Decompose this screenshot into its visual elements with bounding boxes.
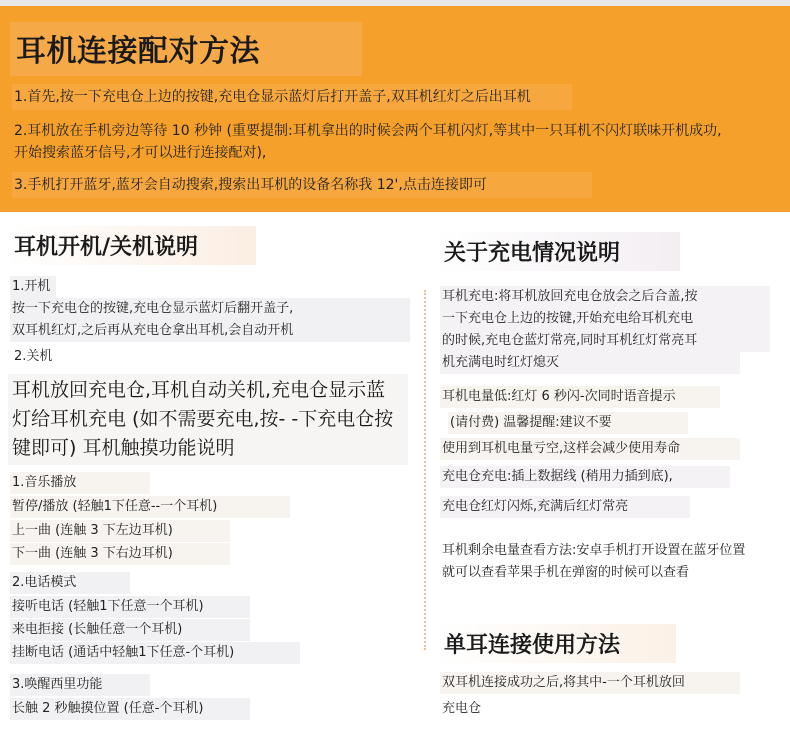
pairing-step-2: 2.耳机放在手机旁边等待 10 秒钟 (重要提制:耳机拿出的时候会两个耳机闪灯,等其中一只耳机不闪灯联味开机成功,开始搜索蓝牙信号,才可以进行连接配对), — [14, 123, 722, 161]
music-line-next: 下一曲 (连触 3 下右边耳机) — [10, 543, 230, 565]
music-label: 1.音乐播放 — [10, 472, 150, 494]
siri-line: 长触 2 秒触摸位置 (任意-个耳机) — [10, 698, 250, 720]
phone-label: 2.电话模式 — [10, 572, 130, 594]
power-on-label: 1.开机 — [10, 276, 56, 298]
power-off-description: 耳机放回充电仓,耳机自动关机,充电仓显示蓝灯给耳机充电 (如不需要充电,按- -下充电仓按键即可) 耳机触摸功能说明 — [8, 374, 408, 465]
low-battery-line-3: 使用到耳机电量亏空,这样会减少使用寿命 — [440, 438, 740, 460]
phone-line-hangup: 挂断电话 (通话中轻触1下任意-个耳机) — [10, 642, 300, 664]
remaining-line-2: 就可以查看苹果手机在弹窗的时候可以查看 — [442, 565, 690, 580]
column-divider — [424, 290, 426, 650]
phone-line-reject: 来电拒接 (长触任意一个耳机) — [10, 619, 250, 641]
case-charge-line-1: 充电仓充电:插上数据线 (稍用力插到底), — [440, 466, 730, 488]
charging-line-3: 的时候,充电仓蓝灯常亮,同时耳机红灯常亮耳 — [440, 330, 770, 352]
low-battery-line-1: 耳机电量低:红灯 6 秒闪-次同时语音提示 — [440, 386, 720, 408]
charging-section-title: 关于充电情况说明 — [436, 232, 680, 271]
single-ear-line-2: 充电仓 — [442, 701, 482, 716]
charging-line-4: 机充满电时红灯熄灭 — [440, 352, 740, 374]
charging-line-2: 一下充电仓上边的按键,开始充电给耳机充电 — [440, 308, 770, 330]
pairing-step-1: 1.首先,按一下充电仓上边的按键,充电仓显示蓝灯后打开盖子,双耳机红灯之后出耳机 — [12, 84, 572, 110]
case-charge-line-2: 充电仓红灯闪烁,充满后红灯常亮 — [440, 496, 690, 518]
single-ear-line-1: 双耳机连接成功之后,将其中-一个耳机放回 — [440, 672, 740, 694]
power-on-line-1: 按一下充电仓的按键,充电仓显示蓝灯后翻开盖子, — [10, 298, 410, 320]
music-line-play: 暂停/播放 (轻触1下任意--一个耳机) — [10, 496, 290, 518]
siri-label: 3.唤醒西里功能 — [10, 674, 150, 696]
phone-line-answer: 接听电话 (轻触1下任意一个耳机) — [10, 596, 250, 618]
remaining-line-1: 耳机剩余电量查看方法:安卓手机打开设置在蓝牙位置 — [442, 543, 746, 558]
charging-line-1: 耳机充电:将耳机放回充电仓放会之后合盖,按 — [440, 286, 770, 308]
pairing-step-3: 3.手机打开蓝牙,蓝牙会自动搜索,搜索出耳机的设备名称我 12',点击连接即可 — [12, 172, 592, 198]
music-line-prev: 上一曲 (连触 3 下左边耳机) — [10, 520, 230, 542]
low-battery-line-2: (请付费) 温馨提醒:建议不要 — [448, 412, 688, 434]
power-section-title: 耳机开机/关机说明 — [6, 226, 256, 265]
power-on-line-2: 双耳机红灯,之后再从充电仓拿出耳机,会自动开机 — [10, 320, 410, 342]
power-off-label: 2.关机 — [14, 349, 53, 364]
single-ear-section-title: 单耳连接使用方法 — [436, 624, 676, 663]
page-title: 耳机连接配对方法 — [10, 22, 362, 76]
